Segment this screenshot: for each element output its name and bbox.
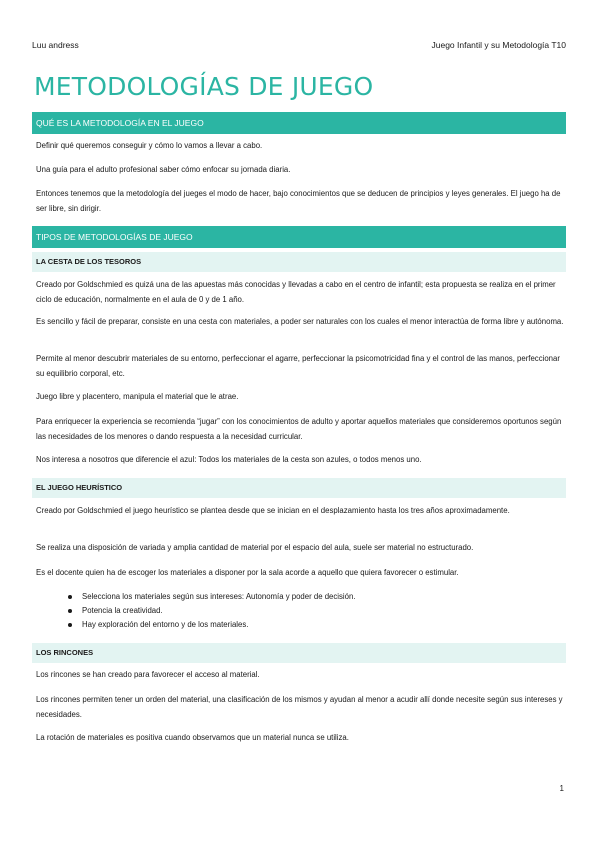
list-item-text: Potencia la creatividad.	[82, 606, 163, 615]
paragraph: La rotación de materiales es positiva cuando observamos que un material nunca se utiliza.	[36, 733, 349, 742]
paragraph: Los rincones permiten tener un orden del material, una clasificación de los mismos y ayudan al menor a acudir allí donde necesite según sus intereses y necesidades.	[36, 695, 563, 719]
list-item	[68, 618, 558, 632]
header-author: Luu andress	[32, 40, 79, 50]
paragraph: Una guía para el adulto profesional saber cómo enfocar su jornada diaria.	[36, 165, 291, 174]
page-title: METODOLOGÍAS DE JUEGO	[34, 72, 374, 101]
paragraph: Nos interesa a nosotros que diferencie el azul: Todos los materiales de la cesta son azules, o todos menos uno.	[36, 455, 422, 464]
subsection-heading-cesta: LA CESTA DE LOS TESOROS	[32, 252, 566, 272]
list-item	[68, 604, 558, 618]
list-item	[68, 590, 558, 604]
paragraph: Definir qué queremos conseguir y cómo lo vamos a llevar a cabo.	[36, 141, 263, 150]
list-item-text: Selecciona los materiales según sus intereses: Autonomía y poder de decisión.	[82, 592, 356, 601]
section-heading-tipos: TIPOS DE METODOLOGÍAS DE JUEGO	[32, 226, 566, 248]
bullet-icon	[68, 623, 72, 627]
bullet-icon	[68, 595, 72, 599]
paragraph: Es el docente quien ha de escoger los materiales a disponer por la sala acorde a aquello que quiera favorecer o estimular.	[36, 568, 459, 577]
bullet-icon	[68, 609, 72, 613]
paragraph: Es sencillo y fácil de preparar, consiste en una cesta con materiales, a poder ser naturales con los cuales el menor interactúa de forma libre y autónoma.	[36, 317, 564, 326]
paragraph: Creado por Goldschmied es quizá una de las apuestas más conocidas y llevadas a cabo en el centro de infantil; esta propuesta se realiza en el primer ciclo de educación, normalmente en el aula de 0 y de 1 año.	[36, 280, 556, 304]
paragraph: Los rincones se han creado para favorecer el acceso al material.	[36, 670, 260, 679]
paragraph: Creado por Goldschmied el juego heurístico se plantea desde que se inician en el desplazamiento hasta los tres años aproximadamente.	[36, 506, 510, 515]
section-heading-que-es: QUÉ ES LA METODOLOGÍA EN EL JUEGO	[32, 112, 566, 134]
paragraph: Entonces tenemos que la metodología del jueges el modo de hacer, bajo conocimientos que se deducen de principios y leyes generales. El juego ha de ser libre, sin dirigir.	[36, 189, 561, 213]
bullet-list	[68, 590, 558, 632]
list-item-text: Hay exploración del entorno y de los materiales.	[82, 620, 249, 629]
page-number: 1	[559, 784, 564, 793]
paragraph: Juego libre y placentero, manipula el material que le atrae.	[36, 392, 239, 401]
subsection-heading-heuristico: EL JUEGO HEURÍSTICO	[32, 478, 566, 498]
paragraph: Permite al menor descubrir materiales de su entorno, perfeccionar el agarre, perfeccionar la psicomotricidad fina y el control de las manos, perfeccionar su equilibrio corporal, etc.	[36, 354, 560, 378]
subsection-heading-rincones: LOS RINCONES	[32, 643, 566, 663]
paragraph: Para enriquecer la experiencia se recomienda “jugar” con los conocimientos de adulto y aportar aquellos materiales que consideremos oportunos según las necesidades de los menores o dando respuesta a la necesidad curricular.	[36, 417, 562, 441]
paragraph: Se realiza una disposición de variada y amplia cantidad de material por el espacio del aula, suele ser material no estructurado.	[36, 543, 474, 552]
header-course: Juego Infantil y su Metodología T10	[431, 40, 566, 50]
